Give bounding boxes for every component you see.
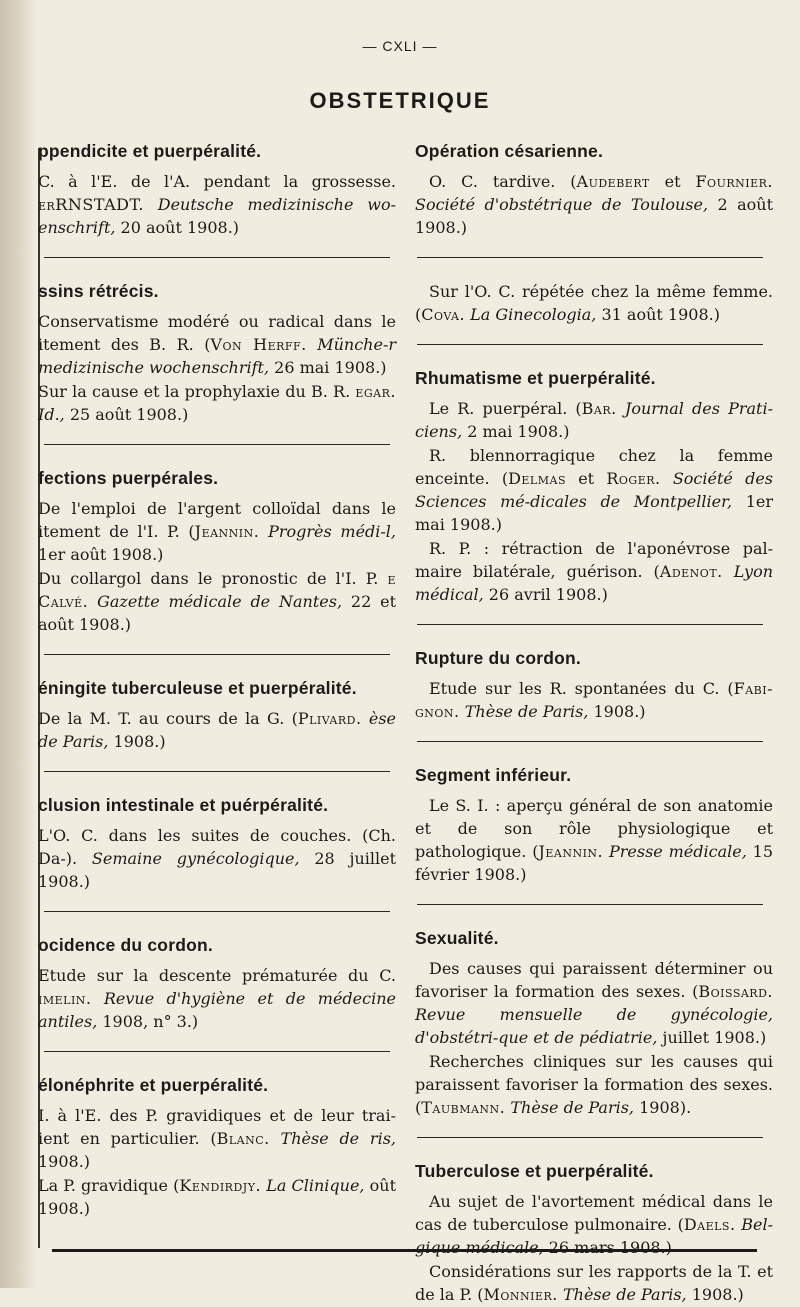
author-name: Blanc. <box>216 1129 270 1148</box>
section-divider <box>417 624 763 625</box>
bibliography-section <box>38 467 396 636</box>
section-heading: Tuberculose et puerpéralité. <box>415 1161 654 1181</box>
reference-entry <box>415 957 773 1049</box>
entry-text: 22 et août 1908.) <box>38 592 397 634</box>
reference-entry <box>38 1174 396 1220</box>
publication-title: Deutsche medizinische wo-enschrift, <box>38 195 396 237</box>
entry-text: 2 août 1908.) <box>415 195 774 237</box>
author-name: Adenot. <box>659 562 723 581</box>
publication-title: Société d'obstétrique de Toulouse, <box>415 195 709 214</box>
author-name: Monnier. <box>483 1285 558 1304</box>
section-divider <box>44 771 390 772</box>
section-divider <box>417 1137 763 1138</box>
entry-text <box>723 562 734 581</box>
section-heading: Rupture du cordon. <box>415 648 581 668</box>
reference-entry <box>415 677 773 723</box>
reference-entry <box>415 1260 773 1306</box>
author-name: Roger. <box>606 469 661 488</box>
author-name: Daels. <box>683 1215 736 1234</box>
entry-text: Du collargol dans le pronostic de l'I. P. <box>38 569 388 588</box>
reference-entry <box>415 794 773 886</box>
entry-text: O. C. tardive. ( <box>429 172 577 191</box>
right-column <box>415 140 773 1307</box>
publication-title: èse de Paris, <box>38 709 396 751</box>
running-head: — CXLI — <box>362 38 438 54</box>
publication-title: Progrès médi-l, <box>268 522 397 541</box>
section-heading: Opération césarienne. <box>415 141 604 161</box>
section-divider <box>44 1051 390 1052</box>
author-name: Plivard. <box>297 709 362 728</box>
entry-text: I. à l'E. des P. gravidiques et de leur trai-ient en particulier. ( <box>38 1106 396 1148</box>
entry-text: L'O. C. dans les suites de couches. (Ch. Da-). <box>38 826 396 868</box>
author-name: Bar. <box>581 399 617 418</box>
author-name: Fournier. <box>695 172 773 191</box>
entry-text: Conservatisme modéré ou radical dans le itement des B. R. ( <box>38 312 396 354</box>
bibliography-section <box>415 764 773 886</box>
reference-entry <box>415 537 773 606</box>
bibliography-section <box>38 934 396 1033</box>
bibliography-section <box>415 1160 773 1306</box>
entry-text: Sur la cause et la prophylaxie du B. R. <box>38 382 356 401</box>
reference-entry <box>38 170 396 239</box>
reference-entry <box>415 444 773 536</box>
bibliography-section <box>38 794 396 893</box>
section-divider <box>44 257 390 258</box>
author-name: Jeannin. <box>538 842 604 861</box>
author-name: Fabi-gnon. <box>415 679 773 721</box>
page-gutter-shadow <box>0 0 36 1288</box>
entry-text: Le S. I. : aperçu général de son anatomie et de son rôle physiologique et pathologique. ( <box>415 796 773 861</box>
bibliography-section <box>415 280 773 326</box>
entry-text: La P. gravidique ( <box>38 1176 180 1195</box>
entry-text: et <box>649 172 696 191</box>
section-divider <box>417 904 763 905</box>
entry-text <box>362 709 369 728</box>
entry-text: De la M. T. au cours de la G. ( <box>38 709 298 728</box>
reference-entry <box>38 964 396 1033</box>
publication-title: La Ginecologia, <box>470 305 597 324</box>
section-heading: éningite tuberculeuse et puerpéralité. <box>38 678 357 698</box>
author-name: Delmas <box>508 469 566 488</box>
bibliography-section <box>38 1074 396 1220</box>
entry-text: R. P. : rétraction de l'aponévrose pal-maire bilatérale, guérison. ( <box>415 539 773 581</box>
publication-title: Journal des Prati-ciens, <box>415 399 773 441</box>
entry-text: 1908, n° 3.) <box>97 1012 199 1031</box>
entry-text: 1908.) <box>686 1285 744 1304</box>
section-heading: Rhumatisme et puerpéralité. <box>415 368 656 388</box>
bottom-rule <box>52 1249 757 1252</box>
entry-text <box>88 592 97 611</box>
entry-text: Des causes qui paraissent déterminer ou favoriser la formation des sexes. ( <box>415 959 773 1001</box>
bibliography-section <box>415 927 773 1119</box>
section-divider <box>417 344 763 345</box>
entry-text: 1908). <box>634 1098 692 1117</box>
reference-entry <box>415 170 773 239</box>
publication-title: Bel-gique médicale, <box>415 1215 773 1257</box>
section-heading: clusion intestinale et puérpéralité. <box>38 795 329 815</box>
publication-title: Thèse de Paris, <box>510 1098 635 1117</box>
entry-text: Au sujet de l'avortement médical dans le cas de tuberculose pulmonaire. ( <box>415 1192 773 1234</box>
entry-text: Considérations sur les rapports de la T. et de la P. ( <box>415 1262 773 1304</box>
entry-text: 15 février 1908.) <box>415 842 773 884</box>
reference-entry <box>38 380 396 426</box>
entry-text: Recherches cliniques sur les causes qui paraissent favoriser la formation des sexes. ( <box>415 1052 773 1117</box>
bibliography-section <box>38 140 396 239</box>
publication-title: Lyon médical, <box>415 562 774 604</box>
section-heading: ppendicite et puerpéralité. <box>38 141 262 161</box>
publication-title: Thèse de ris, <box>280 1129 396 1148</box>
publication-title: Semaine gynécologique, <box>91 849 300 868</box>
reference-entry <box>38 497 396 566</box>
entry-text: 1908.) <box>38 1152 91 1171</box>
reference-entry <box>38 707 396 753</box>
author-name: Cova. <box>421 305 466 324</box>
author-name: Kendirdjy. <box>179 1176 262 1195</box>
publication-title: Revue d'hygiène et de médecine antiles, <box>38 989 396 1031</box>
reference-entry <box>38 567 396 636</box>
section-heading: Sexualité. <box>415 928 499 948</box>
entry-text: 25 août 1908.) <box>64 405 189 424</box>
entry-text: 1908.) <box>108 732 166 751</box>
reference-entry <box>38 310 396 379</box>
publication-title: La Clinique, <box>266 1176 365 1195</box>
entry-text <box>307 335 317 354</box>
entry-text: 1er août 1908.) <box>38 545 164 564</box>
bibliography-section <box>415 367 773 606</box>
section-divider <box>44 911 390 912</box>
entry-text: 26 mars 1908.) <box>543 1238 672 1257</box>
section-divider <box>44 654 390 655</box>
publication-title: Thèse de Paris, <box>464 702 589 721</box>
entry-text <box>259 522 268 541</box>
entry-text: C. à l'E. de l'A. pendant la grossesse. <box>38 172 396 191</box>
entry-text: 20 août 1908.) <box>115 218 240 237</box>
reference-entry <box>415 1050 773 1119</box>
publication-title: Thèse de Paris, <box>562 1285 687 1304</box>
entry-text <box>144 195 158 214</box>
section-heading: ssins rétrécis. <box>38 281 159 301</box>
publication-title: Presse médicale, <box>609 842 747 861</box>
entry-text <box>270 1129 281 1148</box>
entry-text: juillet 1908.) <box>657 1028 767 1047</box>
entry-text: 26 mai 1908.) <box>269 358 387 377</box>
publication-title: Société des Sciences mé-dicales de Montpellier, <box>415 469 774 511</box>
section-heading: élonéphrite et puerpéralité. <box>38 1075 269 1095</box>
entry-text <box>92 989 104 1008</box>
section-heading: Segment inférieur. <box>415 765 572 785</box>
entry-text <box>617 399 625 418</box>
entry-text: 2 mai 1908.) <box>462 422 570 441</box>
entry-text: De l'emploi de l'argent colloïdal dans le itement de l'I. P. ( <box>38 499 396 541</box>
publication-title: Münche-r medizinische wochenschrift, <box>38 335 396 377</box>
page-title: OBSTETRIQUE <box>309 88 491 113</box>
left-column <box>38 140 396 1221</box>
entry-text: Le R. puerpéral. ( <box>429 399 582 418</box>
publication-title: Id., <box>38 405 65 424</box>
publication-title: Revue mensuelle de gynécologie, d'obstétri-que et de pédiatrie, <box>415 1005 773 1047</box>
entry-text: 28 juillet 1908.) <box>38 849 396 891</box>
entry-text: Etude sur la descente prématurée du C. <box>38 966 396 985</box>
author-name: Von Herff. <box>210 335 307 354</box>
author-name: Boissard. <box>698 982 773 1001</box>
author-name: imelin. <box>38 989 92 1008</box>
entry-text: Etude sur les R. spontanées du C. ( <box>429 679 734 698</box>
publication-title: Gazette médicale de Nantes, <box>97 592 343 611</box>
entry-text <box>661 469 673 488</box>
entry-text: et <box>565 469 607 488</box>
bibliography-section <box>38 280 396 426</box>
author-name: Taubmann. <box>421 1098 506 1117</box>
reference-entry <box>38 1104 396 1173</box>
entry-text: Sur l'O. C. répétée chez la même femme. ( <box>415 282 773 324</box>
bibliography-section <box>415 140 773 239</box>
author-name: Jeannin. <box>194 522 260 541</box>
entry-text: 31 août 1908.) <box>596 305 720 324</box>
entry-text: 1er mai 1908.) <box>415 492 773 534</box>
entry-text: 1908.) <box>588 702 646 721</box>
section-heading: ocidence du cordon. <box>38 935 213 955</box>
section-divider <box>417 257 763 258</box>
author-name: erRNSTADT. <box>38 195 144 214</box>
section-divider <box>417 741 763 742</box>
section-heading: fections puerpérales. <box>38 468 219 488</box>
author-name: egar. <box>355 382 396 401</box>
reference-entry <box>415 397 773 443</box>
author-name: Audebert <box>576 172 650 191</box>
reference-entry <box>415 280 773 326</box>
entry-text: 26 avril 1908.) <box>483 585 608 604</box>
author-name: e Calvé. <box>38 569 396 611</box>
entry-text: R. blennorragique chez la femme enceinte. ( <box>415 446 773 488</box>
entry-text: oût 1908.) <box>38 1176 397 1218</box>
bibliography-section <box>415 647 773 723</box>
bibliography-section <box>38 677 396 753</box>
section-divider <box>44 444 390 445</box>
reference-entry <box>38 824 396 893</box>
